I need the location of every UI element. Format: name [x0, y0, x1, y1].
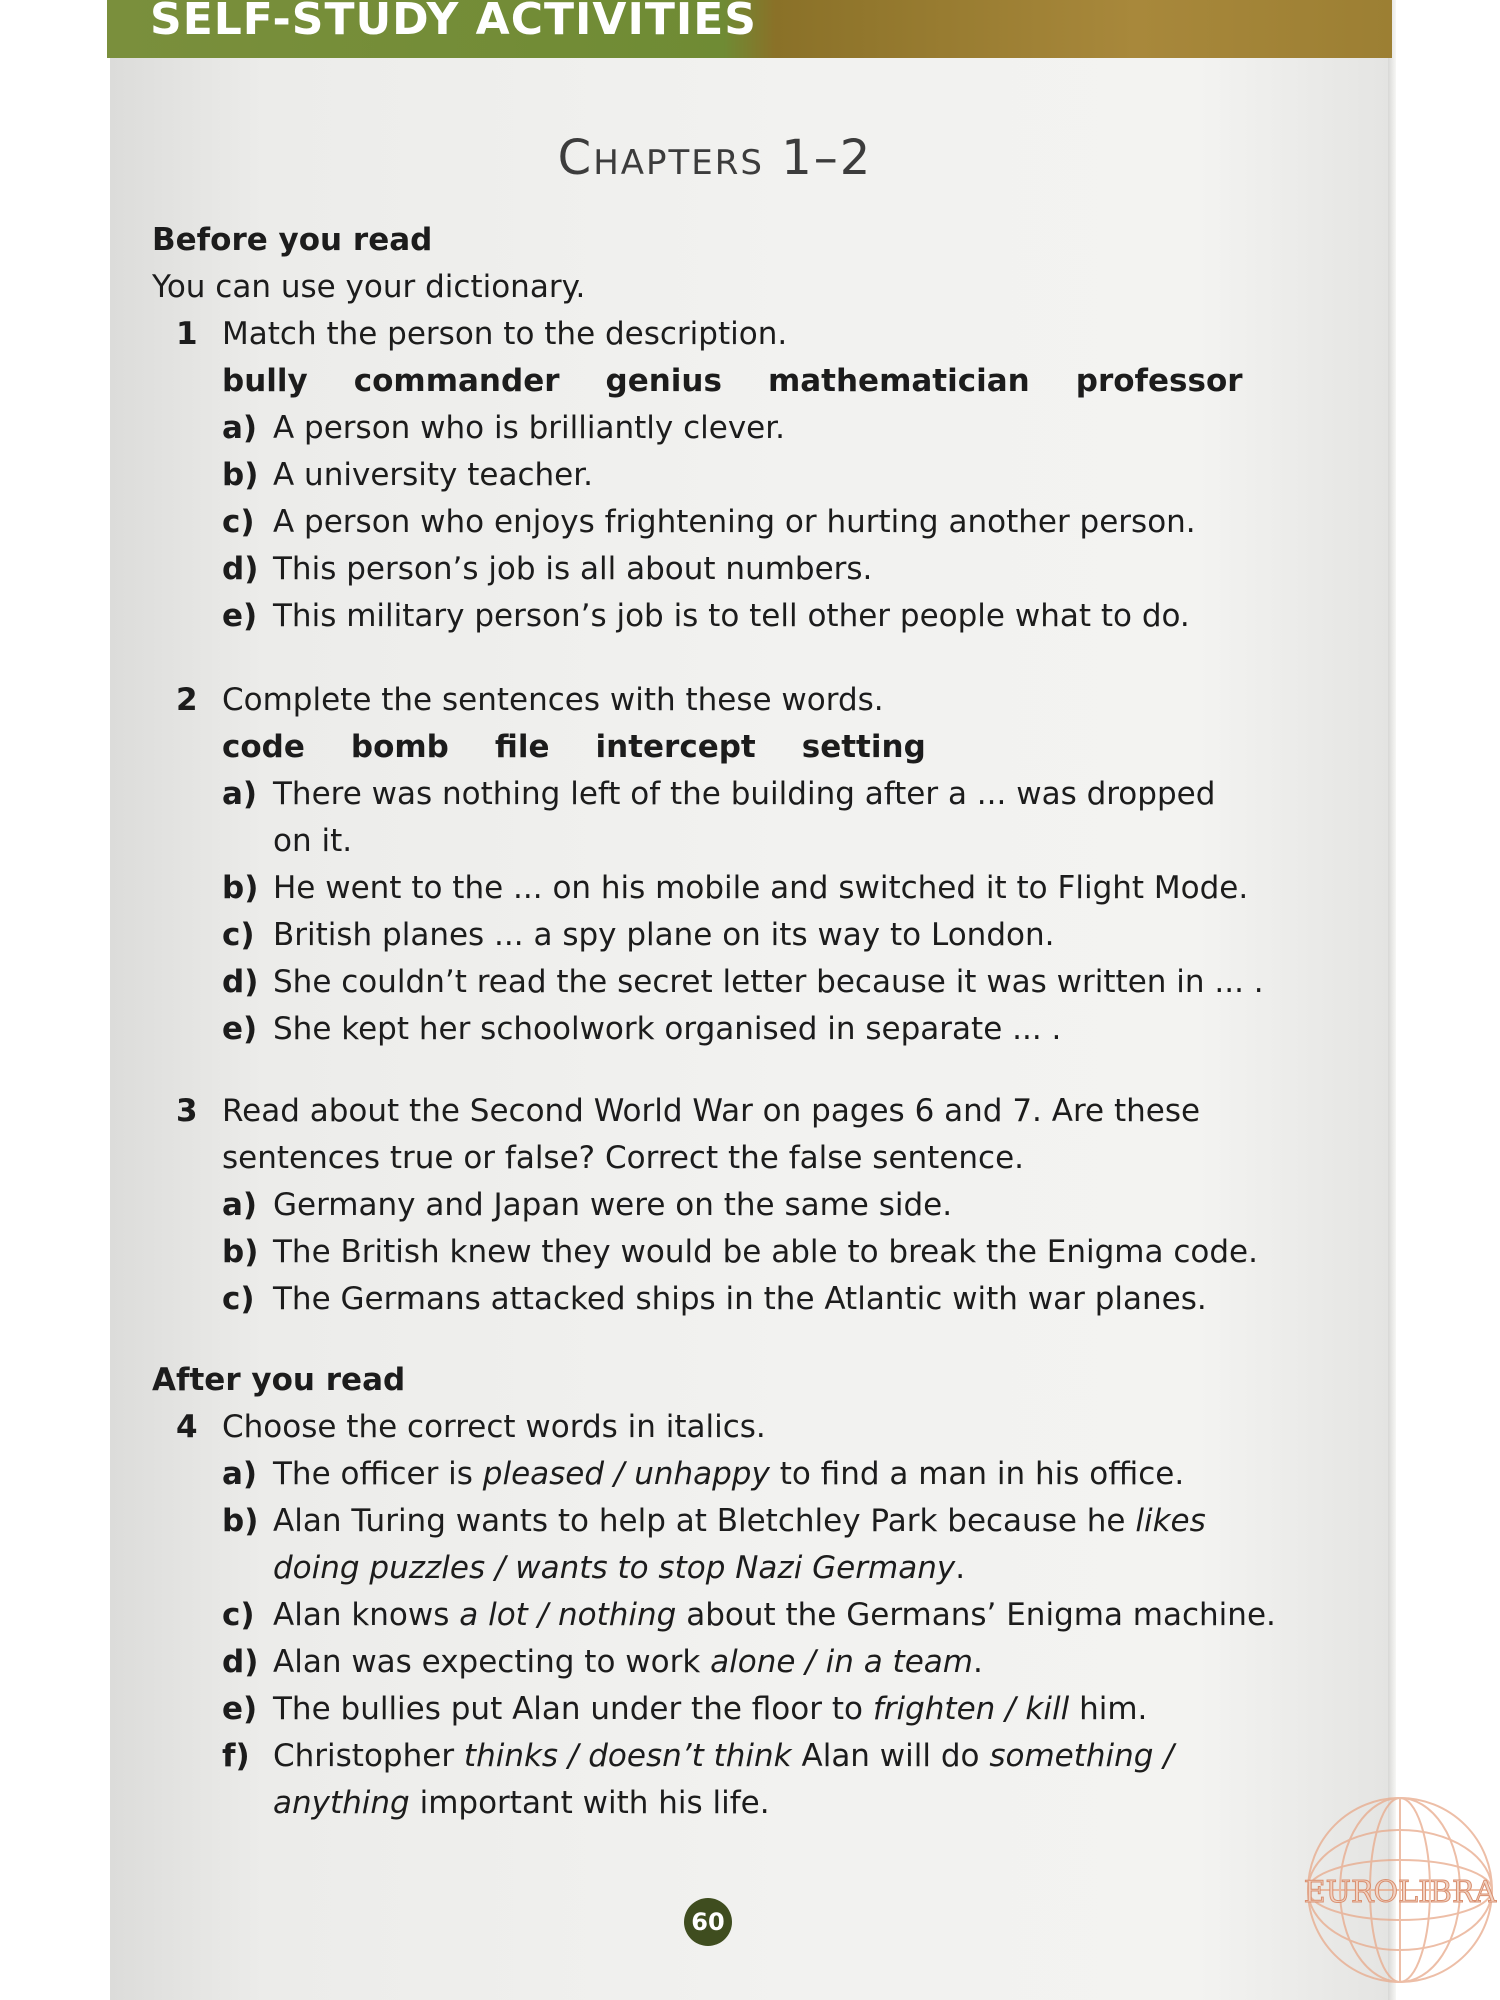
item-label: e) [222, 1011, 258, 1047]
word-bank-item: file [494, 729, 550, 765]
item-text: A person who enjoys frightening or hurting another person. [273, 504, 1196, 540]
item-text: A university teacher. [273, 457, 593, 493]
item-label: c) [222, 504, 255, 540]
item-label: e) [222, 1691, 258, 1727]
item-label: c) [222, 1281, 255, 1317]
item-text: Germany and Japan were on the same side. [273, 1187, 953, 1223]
page-edge [1388, 0, 1396, 2000]
item-label: b) [222, 1503, 259, 1539]
word-bank-item: code [222, 729, 305, 765]
question-number: 3 [176, 1093, 198, 1129]
item-label: f) [222, 1738, 250, 1774]
word-bank-item: intercept [595, 729, 756, 765]
item-text: The Germans attacked ships in the Atlantic with war planes. [273, 1281, 1207, 1317]
italic-choice: a lot / nothing [459, 1597, 677, 1633]
word-bank-item: professor [1075, 363, 1243, 399]
italic-choice: something / [989, 1738, 1174, 1774]
item-text-continued: anything important with his life. [273, 1785, 770, 1821]
question-prompt: Complete the sentences with these words. [222, 682, 884, 718]
item-text: Christopher thinks / doesn’t think Alan will do something / [273, 1738, 1174, 1774]
page-number: 60 [684, 1898, 732, 1946]
item-label: b) [222, 870, 259, 906]
item-text-continued: on it. [273, 823, 353, 859]
word-bank [222, 363, 1289, 399]
question-number: 4 [176, 1409, 198, 1445]
item-text: This military person’s job is to tell other people what to do. [273, 598, 1190, 634]
after-you-read-heading: After you read [152, 1362, 406, 1398]
item-label: a) [222, 1187, 258, 1223]
item-text: He went to the ... on his mobile and switched it to Flight Mode. [273, 870, 1249, 906]
item-label: a) [222, 410, 258, 446]
item-label: d) [222, 551, 259, 587]
italic-choice: alone / in a team [710, 1644, 973, 1680]
item-text: Alan was expecting to work alone / in a team. [273, 1644, 983, 1680]
question-prompt-continued: sentences true or false? Correct the false sentence. [222, 1140, 1025, 1176]
item-text-continued: doing puzzles / wants to stop Nazi Germany. [273, 1550, 966, 1586]
intro-text: You can use your dictionary. [152, 269, 586, 305]
item-text: Alan Turing wants to help at Bletchley Park because he likes [273, 1503, 1206, 1539]
italic-choice: frighten / kill [872, 1691, 1070, 1727]
chapter-title: Chapters 1–2 [557, 130, 873, 186]
question-prompt: Match the person to the description. [222, 316, 788, 352]
italic-choice: pleased / unhappy [482, 1456, 770, 1492]
item-label: a) [222, 776, 258, 812]
item-label: e) [222, 598, 258, 634]
item-label: b) [222, 457, 259, 493]
item-text: Alan knows a lot / nothing about the Germans’ Enigma machine. [273, 1597, 1276, 1633]
question-prompt: Read about the Second World War on pages 6 and 7. Are these [222, 1093, 1201, 1129]
word-bank-item: bomb [350, 729, 449, 765]
question-number: 2 [176, 682, 198, 718]
italic-choice: thinks / doesn’t think [463, 1738, 792, 1774]
item-text: She kept her schoolwork organised in separate ... . [273, 1011, 1062, 1047]
word-bank-item: mathematician [767, 363, 1030, 399]
italic-choice: doing puzzles / wants to stop Nazi Germany [273, 1550, 956, 1586]
item-text: There was nothing left of the building after a ... was dropped [273, 776, 1216, 812]
word-bank-item: setting [801, 729, 926, 765]
item-label: d) [222, 964, 259, 1000]
question-number: 1 [176, 316, 198, 352]
item-text: This person’s job is all about numbers. [273, 551, 873, 587]
item-label: a) [222, 1456, 258, 1492]
word-bank-item: bully [222, 363, 308, 399]
question-prompt: Choose the correct words in italics. [222, 1409, 766, 1445]
item-text: The bullies put Alan under the floor to frighten / kill him. [273, 1691, 1148, 1727]
item-label: c) [222, 1597, 255, 1633]
word-bank-item: commander [353, 363, 560, 399]
eurolibra-watermark-logo [1300, 1790, 1500, 2000]
italic-choice: anything [273, 1785, 410, 1821]
italic-choice: likes [1135, 1503, 1206, 1539]
item-text: A person who is brilliantly clever. [273, 410, 785, 446]
before-you-read-heading: Before you read [152, 222, 433, 258]
word-bank-item: genius [605, 363, 722, 399]
watermark-text: EUROLIBRA [1303, 1875, 1497, 1910]
item-text: British planes ... a spy plane on its way to London. [273, 917, 1055, 953]
word-bank [222, 729, 972, 765]
item-label: b) [222, 1234, 259, 1270]
item-text: She couldn’t read the secret letter because it was written in ... . [273, 964, 1264, 1000]
item-label: c) [222, 917, 255, 953]
item-text: The British knew they would be able to break the Enigma code. [273, 1234, 1258, 1270]
item-text: The officer is pleased / unhappy to find a man in his office. [273, 1456, 1185, 1492]
item-label: d) [222, 1644, 259, 1680]
banner-title: SELF-STUDY ACTIVITIES [150, 0, 757, 45]
